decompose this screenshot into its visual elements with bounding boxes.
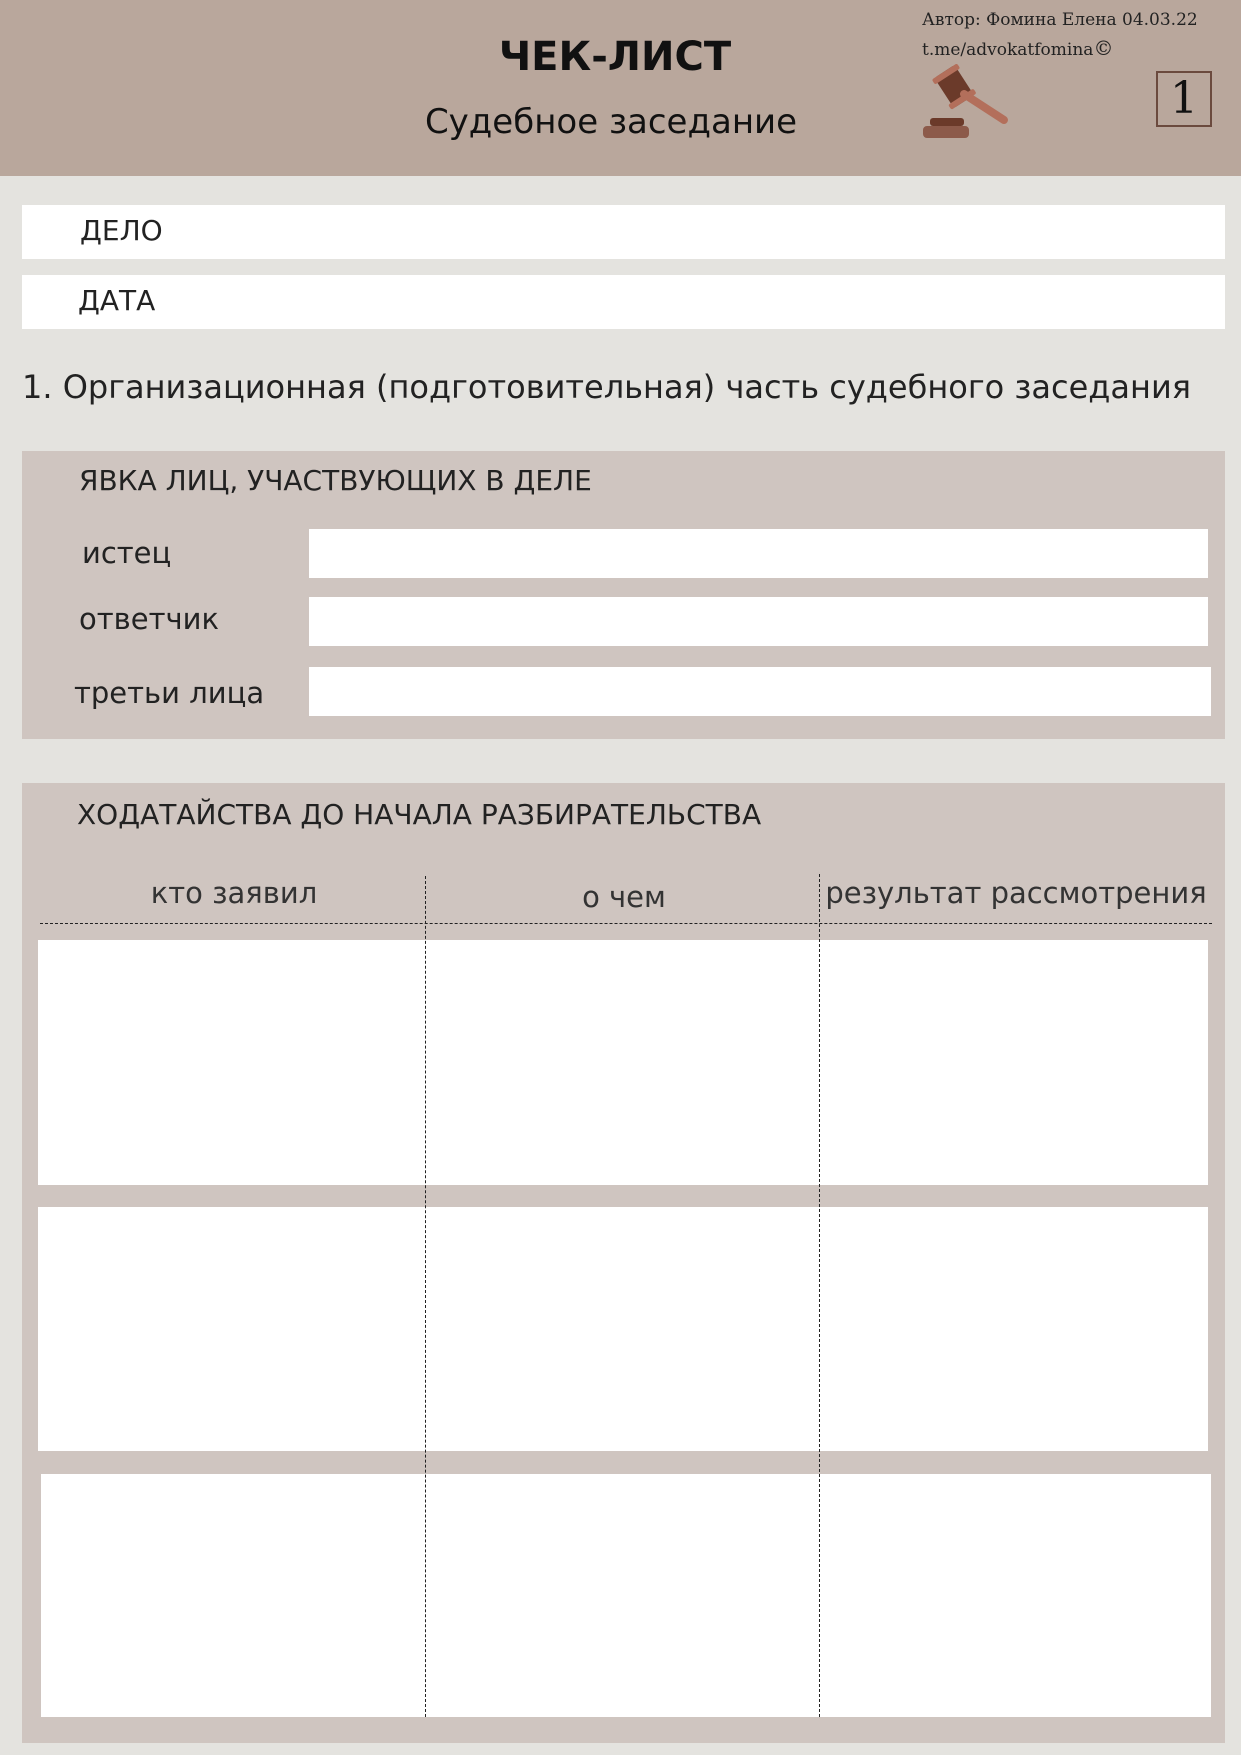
- case-label: ДЕЛО: [80, 214, 163, 247]
- plaintiff-label: истец: [82, 536, 172, 570]
- column-header-about: о чем: [582, 880, 666, 914]
- motion-row-2-who-cell[interactable]: [38, 1207, 427, 1451]
- motions-title: ХОДАТАЙСТВА ДО НАЧАЛА РАЗБИРАТЕЛЬСТВА: [77, 798, 762, 831]
- date-label: ДАТА: [78, 284, 156, 317]
- defendant-label: ответчик: [79, 602, 219, 636]
- page-subtitle: Судебное заседание: [424, 102, 798, 142]
- date-field[interactable]: [22, 275, 1225, 329]
- motion-row-1-who-cell[interactable]: [38, 940, 427, 1185]
- gavel-icon: [920, 64, 1010, 140]
- copyright-mark: ©: [1093, 36, 1114, 60]
- motion-row-2-about-cell[interactable]: [427, 1207, 820, 1451]
- column-header-result: результат рассмотрения: [825, 876, 1207, 910]
- third-parties-label: третьи лица: [74, 676, 265, 710]
- page-number: 1: [1156, 71, 1212, 127]
- motion-row-3-result-cell[interactable]: [820, 1474, 1211, 1717]
- author-credit: Автор: Фомина Елена 04.03.22: [922, 10, 1198, 30]
- telegram-link[interactable]: t.me/advokatfomina: [922, 40, 1094, 60]
- column-header-who: кто заявил: [150, 876, 318, 910]
- motion-row-1-about-cell[interactable]: [427, 940, 820, 1185]
- case-field[interactable]: [22, 205, 1225, 259]
- motion-row-3-about-cell[interactable]: [427, 1474, 820, 1717]
- attendance-title: ЯВКА ЛИЦ, УЧАСТВУЮЩИХ В ДЕЛЕ: [79, 464, 592, 497]
- third-parties-input[interactable]: [309, 667, 1211, 716]
- column-divider-1: [425, 876, 426, 1717]
- motion-row-2-result-cell[interactable]: [820, 1207, 1208, 1451]
- section-title: 1. Организационная (подготовительная) часть судебного заседания: [22, 368, 1191, 406]
- column-divider-2: [819, 874, 820, 1717]
- page-title: ЧЕК-ЛИСТ: [498, 34, 732, 80]
- motion-row-3-who-cell[interactable]: [41, 1474, 427, 1717]
- header-divider: [40, 923, 1212, 924]
- motion-row-1-result-cell[interactable]: [820, 940, 1208, 1185]
- plaintiff-input[interactable]: [309, 529, 1208, 578]
- defendant-input[interactable]: [309, 597, 1208, 646]
- telegram-link-line: [922, 36, 1113, 60]
